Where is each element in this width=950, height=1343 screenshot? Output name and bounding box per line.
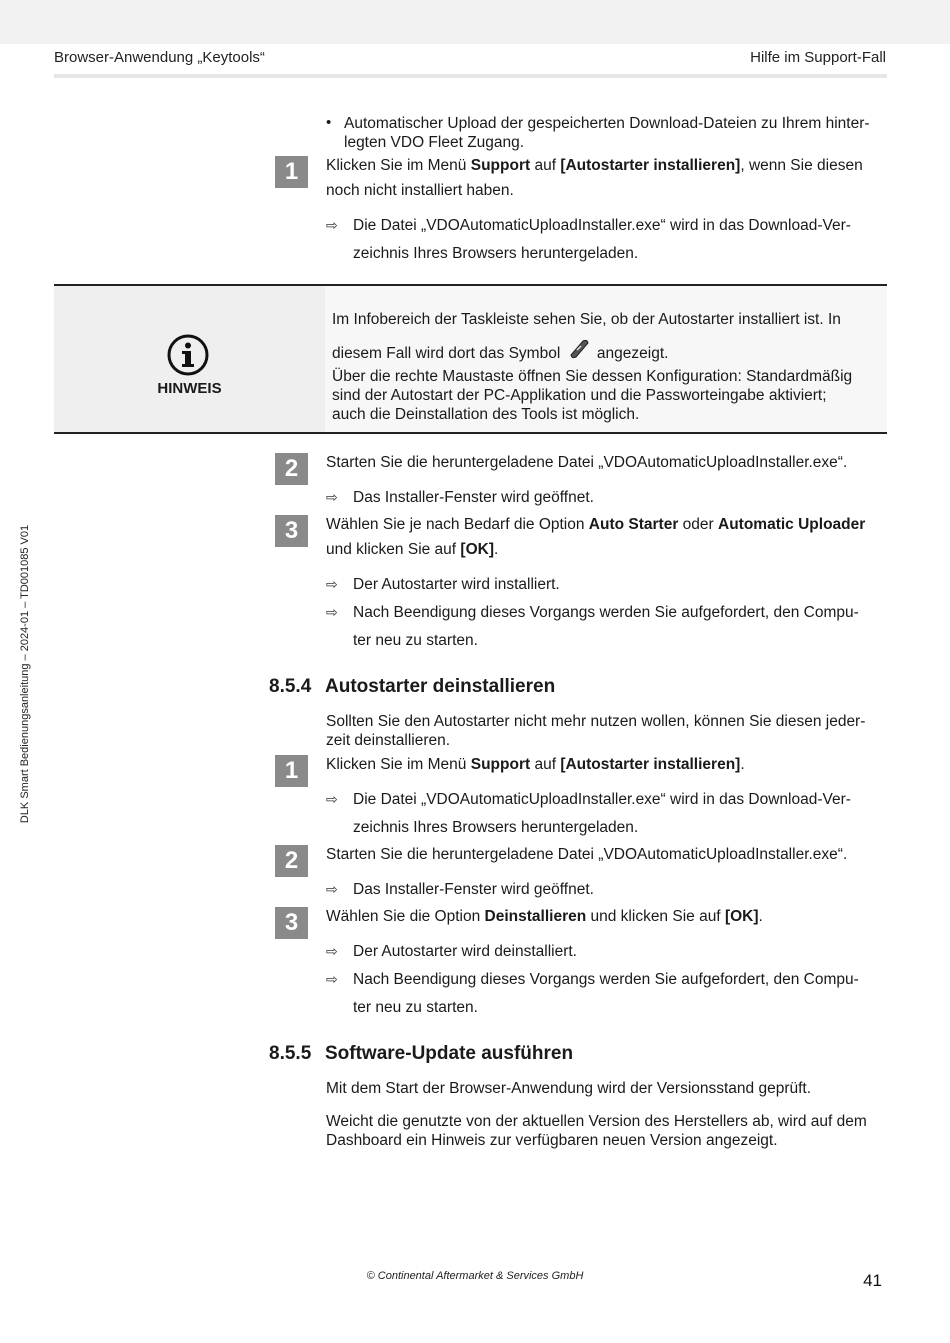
note-label: HINWEIS <box>157 380 222 397</box>
page-number: 41 <box>863 1271 882 1290</box>
step-number-badge: 2 <box>275 453 308 485</box>
step-number-badge: 2 <box>275 845 308 877</box>
install-step1-result-line1: Die Datei „VDOAutomaticUploadInstaller.exe“ wird in das Download-Ver- <box>353 217 851 234</box>
result-arrow-icon: ⇨ <box>326 217 338 233</box>
note-label-panel <box>54 286 325 432</box>
install-step3-line2: und klicken Sie auf [OK]. <box>326 541 499 558</box>
section-854-intro-line1: Sollten Sie den Autostarter nicht mehr nutzen wollen, können Sie diesen jeder- <box>326 713 866 730</box>
section-854-title: Autostarter deinstallieren <box>325 676 556 697</box>
uninstall-step3-result2-line2: ter neu zu starten. <box>353 999 478 1016</box>
footer-copyright: © Continental Aftermarket & Services GmbH <box>366 1270 584 1282</box>
section-855-number: 8.5.5 <box>269 1043 312 1064</box>
note-para2-line1: Über die rechte Maustaste öffnen Sie dessen Konfiguration: Standardmäßig <box>332 368 853 385</box>
header-rule <box>54 74 887 78</box>
result-arrow-icon: ⇨ <box>326 791 338 807</box>
result-arrow-icon: ⇨ <box>326 971 338 987</box>
install-step3-result2-line2: ter neu zu starten. <box>353 632 478 649</box>
uninstall-step2-text: Starten Sie die heruntergeladene Datei „VDOAutomaticUploadInstaller.exe“. <box>326 846 848 863</box>
note-line2: diesem Fall wird dort das Symbol angezeigt. <box>332 338 668 363</box>
uninstall-step1-result-line2: zeichnis Ihres Browsers heruntergeladen. <box>353 819 639 836</box>
install-step3-text: Wählen Sie je nach Bedarf die Option Auto Starter oder Automatic Uploader <box>326 516 866 533</box>
uninstall-step1-text: Klicken Sie im Menü Support auf [Autostarter installieren]. <box>326 756 745 773</box>
uninstall-step1-result-line1: Die Datei „VDOAutomaticUploadInstaller.exe“ wird in das Download-Ver- <box>353 791 851 808</box>
install-step1-line2: noch nicht installiert haben. <box>326 182 514 199</box>
intro-bullet-line2: legten VDO Fleet Zugang. <box>344 134 525 151</box>
result-arrow-icon: ⇨ <box>326 943 338 959</box>
section-854-intro-line2: zeit deinstallieren. <box>326 732 451 749</box>
note-para2-line3: auch die Deinstallation des Tools ist möglich. <box>332 406 640 423</box>
install-step2-text: Starten Sie die heruntergeladene Datei „VDOAutomaticUploadInstaller.exe“. <box>326 454 848 471</box>
section-854-number: 8.5.4 <box>269 676 312 697</box>
result-arrow-icon: ⇨ <box>326 489 338 505</box>
note-para2-line2: sind der Autostart der PC-Applikation und die Passworteingabe aktiviert; <box>332 387 827 404</box>
result-arrow-icon: ⇨ <box>326 881 338 897</box>
info-circle-icon <box>167 334 209 376</box>
install-step1-text: Klicken Sie im Menü Support auf [Autostarter installieren], wenn Sie diesen <box>326 157 863 174</box>
step-number-badge: 3 <box>275 907 308 939</box>
header-right: Hilfe im Support-Fall <box>750 49 886 66</box>
note-line1: Im Infobereich der Taskleiste sehen Sie, ob der Autostarter installiert ist. In <box>332 311 841 328</box>
section-855-para2-line2: Dashboard ein Hinweis zur verfügbaren neuen Version angezeigt. <box>326 1132 778 1149</box>
bullet-icon: • <box>326 114 332 131</box>
note-box <box>54 284 887 434</box>
section-855-title: Software-Update ausführen <box>325 1043 574 1064</box>
result-arrow-icon: ⇨ <box>326 576 338 592</box>
install-step2-result: Das Installer-Fenster wird geöffnet. <box>353 489 594 506</box>
tray-symbol-icon <box>568 338 590 360</box>
intro-bullet-line1: Automatischer Upload der gespeicherten Download-Dateien zu Ihrem hinter- <box>344 115 870 132</box>
uninstall-step3-result2-line1: Nach Beendigung dieses Vorgangs werden Sie aufgefordert, den Compu- <box>353 971 859 988</box>
uninstall-step3-result1: Der Autostarter wird deinstalliert. <box>353 943 577 960</box>
step-number-badge: 1 <box>275 156 308 188</box>
page-top-band <box>0 0 950 44</box>
note-content-panel <box>325 286 887 432</box>
uninstall-step3-text: Wählen Sie die Option Deinstallieren und klicken Sie auf [OK]. <box>326 908 763 925</box>
install-step3-result2-line1: Nach Beendigung dieses Vorgangs werden Sie aufgefordert, den Compu- <box>353 604 859 621</box>
result-arrow-icon: ⇨ <box>326 604 338 620</box>
section-855-para2-line1: Weicht die genutzte von der aktuellen Version des Herstellers ab, wird auf dem <box>326 1113 867 1130</box>
side-document-id: DLK Smart Bedienungsanleitung – 2024-01 – TD001085 V01 <box>19 524 31 824</box>
install-step3-result1: Der Autostarter wird installiert. <box>353 576 560 593</box>
step-number-badge: 3 <box>275 515 308 547</box>
install-step1-result-line2: zeichnis Ihres Browsers heruntergeladen. <box>353 245 639 262</box>
step-number-badge: 1 <box>275 755 308 787</box>
uninstall-step2-result: Das Installer-Fenster wird geöffnet. <box>353 881 594 898</box>
section-855-para1: Mit dem Start der Browser-Anwendung wird der Versionsstand geprüft. <box>326 1080 812 1097</box>
header-left: Browser-Anwendung „Keytools“ <box>54 49 265 66</box>
